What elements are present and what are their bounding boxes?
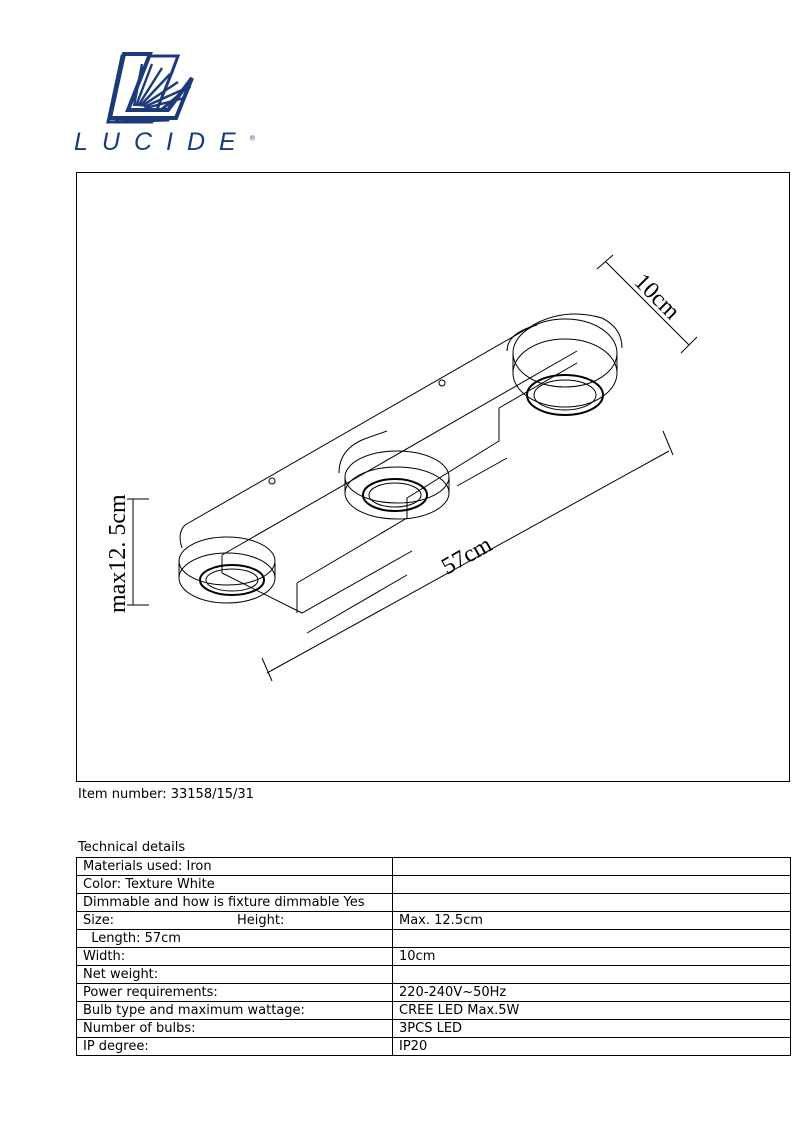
bulb-type-cell: Bulb type and maximum wattage: bbox=[77, 1002, 393, 1020]
table-row bbox=[77, 948, 791, 966]
power-cell: Power requirements: bbox=[77, 984, 393, 1002]
dimmable-cell: Dimmable and how is fixture dimmable Yes bbox=[77, 894, 393, 912]
size-cell bbox=[77, 912, 393, 930]
technical-details-table bbox=[76, 857, 791, 1056]
size-label: Size: bbox=[83, 913, 115, 928]
brand-wordmark: LUCIDE® bbox=[74, 128, 255, 156]
length-value-cell bbox=[393, 930, 791, 948]
bulbs-count-value-cell: 3PCS LED bbox=[393, 1020, 791, 1038]
technical-drawing bbox=[76, 172, 790, 782]
ip-degree-value-cell: IP20 bbox=[393, 1038, 791, 1056]
technical-details-title: Technical details bbox=[78, 840, 186, 855]
table-row bbox=[77, 858, 791, 876]
table-row bbox=[77, 912, 791, 930]
item-number: Item number: 33158/15/31 bbox=[78, 787, 254, 802]
dimension-length-label: 57cm bbox=[437, 531, 497, 581]
table-row bbox=[77, 984, 791, 1002]
table-row bbox=[77, 894, 791, 912]
net-weight-cell: Net weight: bbox=[77, 966, 393, 984]
table-row bbox=[77, 1020, 791, 1038]
table-row bbox=[77, 1002, 791, 1020]
power-value-cell: 220-240V~50Hz bbox=[393, 984, 791, 1002]
length-cell bbox=[77, 930, 393, 948]
dimension-depth-label: 10cm bbox=[628, 268, 685, 325]
materials-value-cell bbox=[393, 858, 791, 876]
width-cell: Width: bbox=[77, 948, 393, 966]
color-value-cell bbox=[393, 876, 791, 894]
height-label: Height: bbox=[237, 913, 285, 928]
width-value-cell: 10cm bbox=[393, 948, 791, 966]
ip-degree-cell: IP degree: bbox=[77, 1038, 393, 1056]
length-label: Length: 57cm bbox=[91, 931, 181, 946]
table-row bbox=[77, 1038, 791, 1056]
table-row bbox=[77, 966, 791, 984]
dimmable-value-cell bbox=[393, 894, 791, 912]
table-row bbox=[77, 930, 791, 948]
dimension-height-label: max12. 5cm bbox=[105, 494, 131, 613]
materials-cell: Materials used: Iron bbox=[77, 858, 393, 876]
height-value-cell: Max. 12.5cm bbox=[393, 912, 791, 930]
table-row bbox=[77, 876, 791, 894]
bulb-type-value-cell: CREE LED Max.5W bbox=[393, 1002, 791, 1020]
bulbs-count-cell: Number of bulbs: bbox=[77, 1020, 393, 1038]
net-weight-value-cell bbox=[393, 966, 791, 984]
color-cell: Color: Texture White bbox=[77, 876, 393, 894]
